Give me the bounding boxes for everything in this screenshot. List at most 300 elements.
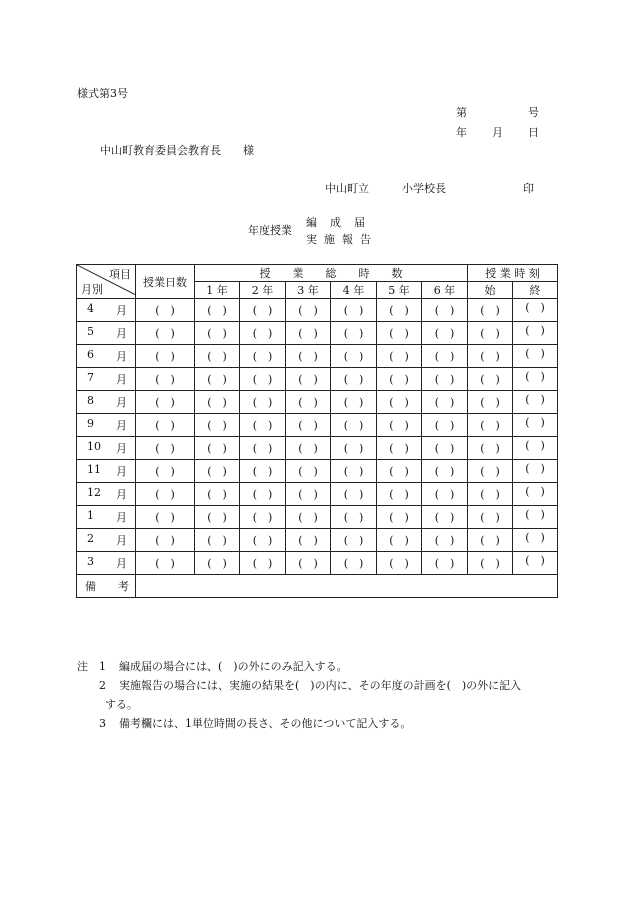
- month-row: [77, 506, 558, 529]
- time-end-cell[interactable]: [513, 552, 558, 575]
- paren-placeholder: ( ): [343, 304, 364, 317]
- document-number: [456, 104, 539, 120]
- grade-hours-cell[interactable]: [240, 460, 286, 483]
- corner-top-label: 項目: [109, 268, 131, 281]
- grade-header: 4 年: [331, 282, 377, 299]
- corner-bottom-label: 月別: [81, 283, 103, 296]
- title-option-1: [306, 214, 378, 230]
- month-row: [77, 414, 558, 437]
- month-number: 4: [87, 302, 94, 315]
- month-number: 5: [87, 325, 94, 338]
- paren-placeholder: ( ): [207, 350, 227, 363]
- doc-number-suffix: 号: [528, 106, 539, 119]
- month-number: 1: [87, 509, 94, 522]
- paren-placeholder: ( ): [389, 534, 409, 547]
- month-row: [77, 345, 558, 368]
- paren-placeholder: ( ): [155, 396, 175, 409]
- month-unit: 月: [116, 442, 127, 455]
- days-cell[interactable]: [136, 414, 195, 437]
- doc-number-prefix: 第: [456, 106, 467, 119]
- paren-placeholder: ( ): [480, 534, 500, 547]
- paren-placeholder: ( ): [207, 511, 227, 524]
- grade-hours-cell[interactable]: [240, 368, 286, 391]
- month-row: [77, 368, 558, 391]
- paren-placeholder: ( ): [207, 442, 227, 455]
- notes-section: [77, 657, 567, 733]
- paren-placeholder: ( ): [434, 465, 455, 478]
- grade-hours-cell[interactable]: [286, 552, 331, 575]
- grade-header: 1 年: [195, 282, 240, 299]
- paren-placeholder: ( ): [480, 488, 500, 501]
- days-cell[interactable]: [136, 506, 195, 529]
- paren-placeholder: ( ): [525, 508, 545, 521]
- grade-hours-cell[interactable]: [195, 506, 240, 529]
- paren-placeholder: ( ): [252, 442, 273, 455]
- grade-hours-cell[interactable]: [331, 483, 377, 506]
- grade-hours-cell[interactable]: [331, 345, 377, 368]
- note-text: 備考欄には、1単位時間の長さ、その他について記入する。: [119, 717, 412, 730]
- remarks-label-1: 備: [85, 580, 96, 593]
- grade-hours-cell[interactable]: [195, 368, 240, 391]
- paren-placeholder: ( ): [298, 442, 318, 455]
- time-end-cell[interactable]: [513, 322, 558, 345]
- month-row: [77, 437, 558, 460]
- paren-placeholder: ( ): [155, 442, 175, 455]
- paren-placeholder: ( ): [389, 327, 409, 340]
- month-number: 8: [87, 394, 94, 407]
- paren-placeholder: ( ): [155, 465, 175, 478]
- month-row: [77, 529, 558, 552]
- month-number: 12: [87, 486, 101, 499]
- time-end-cell[interactable]: [513, 483, 558, 506]
- days-cell[interactable]: [136, 345, 195, 368]
- note-item: [77, 714, 567, 733]
- paren-placeholder: ( ): [298, 465, 318, 478]
- grade-hours-cell[interactable]: [422, 506, 468, 529]
- month-row: [77, 483, 558, 506]
- paren-placeholder: ( ): [252, 350, 273, 363]
- grade-hours-cell[interactable]: [195, 460, 240, 483]
- grade-hours-cell[interactable]: [240, 483, 286, 506]
- grade-hours-cell[interactable]: [422, 322, 468, 345]
- paren-placeholder: ( ): [252, 304, 273, 317]
- days-cell[interactable]: [136, 529, 195, 552]
- grade-hours-cell[interactable]: [331, 529, 377, 552]
- paren-placeholder: ( ): [389, 557, 409, 570]
- grade-hours-cell[interactable]: [286, 437, 331, 460]
- date-year: 年: [456, 126, 467, 139]
- paren-placeholder: ( ): [207, 396, 227, 409]
- grade-hours-cell[interactable]: [422, 368, 468, 391]
- paren-placeholder: ( ): [155, 350, 175, 363]
- time-end-cell[interactable]: [513, 391, 558, 414]
- note-number: 3: [99, 717, 106, 730]
- paren-placeholder: ( ): [298, 557, 318, 570]
- paren-placeholder: ( ): [207, 534, 227, 547]
- month-label: [77, 529, 136, 552]
- month-label: [77, 391, 136, 414]
- month-unit: 月: [116, 396, 127, 409]
- month-label: [77, 414, 136, 437]
- grade-hours-cell[interactable]: [240, 414, 286, 437]
- grade-header: 3 年: [286, 282, 331, 299]
- addressee: 中山町教育委員会教育長 様: [100, 144, 254, 157]
- grade-hours-cell[interactable]: [240, 529, 286, 552]
- time-end-cell[interactable]: [513, 460, 558, 483]
- grade-hours-cell[interactable]: [240, 345, 286, 368]
- paren-placeholder: ( ): [298, 396, 318, 409]
- month-number: 9: [87, 417, 94, 430]
- paren-placeholder: ( ): [434, 327, 455, 340]
- grade-hours-cell[interactable]: [195, 391, 240, 414]
- grade-hours-cell[interactable]: [240, 391, 286, 414]
- month-unit: 月: [116, 557, 127, 570]
- paren-placeholder: ( ): [155, 511, 175, 524]
- form-number: 様式第3号: [77, 87, 128, 100]
- paren-placeholder: ( ): [480, 373, 500, 386]
- month-number: 6: [87, 348, 94, 361]
- note-number: 2: [99, 679, 106, 692]
- grade-hours-cell[interactable]: [240, 437, 286, 460]
- paren-placeholder: ( ): [480, 557, 500, 570]
- month-unit: 月: [116, 488, 127, 501]
- grade-hours-cell[interactable]: [377, 414, 422, 437]
- paren-placeholder: ( ): [343, 396, 364, 409]
- paren-placeholder: ( ): [207, 327, 227, 340]
- days-cell[interactable]: [136, 552, 195, 575]
- grade-hours-cell[interactable]: [286, 483, 331, 506]
- time-end-cell[interactable]: [513, 345, 558, 368]
- time-start-cell[interactable]: [468, 483, 513, 506]
- grade-hours-cell[interactable]: [422, 529, 468, 552]
- paren-placeholder: ( ): [343, 465, 364, 478]
- paren-placeholder: ( ): [207, 488, 227, 501]
- month-row: [77, 460, 558, 483]
- paren-placeholder: ( ): [389, 419, 409, 432]
- time-end-cell[interactable]: [513, 437, 558, 460]
- paren-placeholder: ( ): [434, 304, 455, 317]
- paren-placeholder: ( ): [155, 327, 175, 340]
- paren-placeholder: ( ): [434, 442, 455, 455]
- paren-placeholder: ( ): [207, 304, 227, 317]
- month-label: [77, 552, 136, 575]
- paren-placeholder: ( ): [298, 350, 318, 363]
- month-unit: 月: [116, 304, 127, 317]
- grade-hours-cell[interactable]: [377, 506, 422, 529]
- grade-hours-cell[interactable]: [377, 483, 422, 506]
- title-char: 実: [306, 233, 317, 246]
- days-cell[interactable]: [136, 483, 195, 506]
- title-char: 編: [306, 216, 317, 229]
- paren-placeholder: ( ): [434, 373, 455, 386]
- days-cell[interactable]: [136, 322, 195, 345]
- month-rows: [77, 299, 558, 575]
- paren-placeholder: ( ): [207, 465, 227, 478]
- paren-placeholder: ( ): [525, 416, 545, 429]
- grade-hours-cell[interactable]: [422, 345, 468, 368]
- paren-placeholder: ( ): [389, 465, 409, 478]
- grade-hours-cell[interactable]: [422, 299, 468, 322]
- paren-placeholder: ( ): [343, 511, 364, 524]
- month-unit: 月: [116, 465, 127, 478]
- time-start-cell[interactable]: [468, 299, 513, 322]
- paren-placeholder: ( ): [252, 465, 273, 478]
- month-label: [77, 506, 136, 529]
- remarks-field[interactable]: [136, 575, 558, 598]
- month-label: [77, 299, 136, 322]
- paren-placeholder: ( ): [525, 554, 545, 567]
- paren-placeholder: ( ): [155, 373, 175, 386]
- grade-hours-cell[interactable]: [240, 552, 286, 575]
- time-start-cell[interactable]: [468, 506, 513, 529]
- paren-placeholder: ( ): [207, 373, 227, 386]
- time-end-cell[interactable]: [513, 368, 558, 391]
- grade-hours-cell[interactable]: [377, 391, 422, 414]
- title-char: 成: [330, 216, 341, 229]
- paren-placeholder: ( ): [252, 373, 273, 386]
- days-cell[interactable]: [136, 391, 195, 414]
- grade-hours-cell[interactable]: [286, 460, 331, 483]
- paren-placeholder: ( ): [525, 393, 545, 406]
- month-number: 10: [87, 440, 101, 453]
- paren-placeholder: ( ): [480, 511, 500, 524]
- paren-placeholder: ( ): [343, 442, 364, 455]
- month-label: [77, 322, 136, 345]
- time-start-cell[interactable]: [468, 552, 513, 575]
- paren-placeholder: ( ): [480, 304, 500, 317]
- note-text: する。: [105, 698, 138, 711]
- grade-hours-cell[interactable]: [377, 322, 422, 345]
- paren-placeholder: ( ): [525, 347, 545, 360]
- month-row: [77, 552, 558, 575]
- grade-header: 6 年: [422, 282, 468, 299]
- month-unit: 月: [116, 350, 127, 363]
- month-row: [77, 391, 558, 414]
- paren-placeholder: ( ): [298, 511, 318, 524]
- time-start-cell[interactable]: [468, 322, 513, 345]
- grade-hours-cell[interactable]: [286, 368, 331, 391]
- paren-placeholder: ( ): [343, 350, 364, 363]
- grade-hours-cell[interactable]: [422, 437, 468, 460]
- grade-hours-cell[interactable]: [195, 552, 240, 575]
- paren-placeholder: ( ): [155, 557, 175, 570]
- time-start-header: 始: [468, 282, 513, 299]
- month-unit: 月: [116, 534, 127, 547]
- month-unit: 月: [116, 327, 127, 340]
- note-text: 実施報告の場合には、実施の結果を( )の内に、その年度の計画を( )の外に記入: [119, 679, 522, 692]
- paren-placeholder: ( ): [298, 419, 318, 432]
- grade-hours-cell[interactable]: [331, 391, 377, 414]
- hours-table: [76, 264, 558, 598]
- paren-placeholder: ( ): [434, 419, 455, 432]
- title-char: 施: [324, 233, 335, 246]
- grade-hours-cell[interactable]: [331, 322, 377, 345]
- paren-placeholder: ( ): [155, 488, 175, 501]
- grade-hours-cell[interactable]: [331, 506, 377, 529]
- grade-hours-cell[interactable]: [422, 483, 468, 506]
- month-number: 2: [87, 532, 94, 545]
- grade-hours-cell[interactable]: [240, 506, 286, 529]
- time-end-cell[interactable]: [513, 506, 558, 529]
- grade-hours-cell[interactable]: [422, 460, 468, 483]
- grade-hours-cell[interactable]: [195, 414, 240, 437]
- paren-placeholder: ( ): [525, 324, 545, 337]
- paren-placeholder: ( ): [480, 350, 500, 363]
- time-header: 授 業 時 刻: [468, 265, 558, 282]
- paren-placeholder: ( ): [480, 442, 500, 455]
- grade-hours-cell[interactable]: [377, 460, 422, 483]
- paren-placeholder: ( ): [389, 350, 409, 363]
- time-start-cell[interactable]: [468, 345, 513, 368]
- grade-hours-cell[interactable]: [195, 437, 240, 460]
- grade-header: 2 年: [240, 282, 286, 299]
- grade-hours-cell[interactable]: [331, 460, 377, 483]
- paren-placeholder: ( ): [389, 442, 409, 455]
- time-start-cell[interactable]: [468, 391, 513, 414]
- month-unit: 月: [116, 373, 127, 386]
- time-start-cell[interactable]: [468, 529, 513, 552]
- sender-line: 中山町立 小学校長 印: [325, 182, 534, 195]
- grade-hours-cell[interactable]: [195, 483, 240, 506]
- note-item: [77, 676, 567, 695]
- grade-hours-cell[interactable]: [240, 299, 286, 322]
- grade-hours-cell[interactable]: [377, 345, 422, 368]
- paren-placeholder: ( ): [480, 327, 500, 340]
- paren-placeholder: ( ): [155, 419, 175, 432]
- grade-hours-cell[interactable]: [422, 414, 468, 437]
- paren-placeholder: ( ): [343, 534, 364, 547]
- month-number: 11: [87, 463, 101, 476]
- paren-placeholder: ( ): [434, 511, 455, 524]
- time-end-cell[interactable]: [513, 529, 558, 552]
- grade-hours-cell[interactable]: [377, 552, 422, 575]
- time-start-cell[interactable]: [468, 368, 513, 391]
- paren-placeholder: ( ): [434, 557, 455, 570]
- note-item-continued: [77, 695, 567, 714]
- hours-header: 授 業 総 時 数: [195, 265, 468, 282]
- paren-placeholder: ( ): [389, 511, 409, 524]
- time-end-header: 終: [513, 282, 558, 299]
- month-label: [77, 483, 136, 506]
- paren-placeholder: ( ): [434, 350, 455, 363]
- grade-hours-cell[interactable]: [422, 552, 468, 575]
- paren-placeholder: ( ): [298, 373, 318, 386]
- title-char: 報: [342, 233, 353, 246]
- grade-hours-cell[interactable]: [377, 299, 422, 322]
- grade-hours-cell[interactable]: [195, 529, 240, 552]
- grade-hours-cell[interactable]: [377, 529, 422, 552]
- paren-placeholder: ( ): [298, 327, 318, 340]
- paren-placeholder: ( ): [480, 465, 500, 478]
- days-header: 授業日数: [136, 265, 195, 299]
- note-item: [77, 657, 567, 676]
- paren-placeholder: ( ): [525, 462, 545, 475]
- month-label: [77, 368, 136, 391]
- time-start-cell[interactable]: [468, 414, 513, 437]
- paren-placeholder: ( ): [389, 488, 409, 501]
- grade-hours-cell[interactable]: [286, 414, 331, 437]
- grade-hours-cell[interactable]: [286, 345, 331, 368]
- grade-hours-cell[interactable]: [195, 299, 240, 322]
- paren-placeholder: ( ): [525, 439, 545, 452]
- remarks-label-2: 考: [118, 580, 129, 593]
- time-end-cell[interactable]: [513, 299, 558, 322]
- title-prefix: 年度授業: [248, 224, 292, 237]
- grade-hours-cell[interactable]: [286, 322, 331, 345]
- time-end-cell[interactable]: [513, 414, 558, 437]
- note-number: 1: [99, 660, 106, 673]
- grade-hours-cell[interactable]: [331, 414, 377, 437]
- grade-hours-cell[interactable]: [331, 437, 377, 460]
- paren-placeholder: ( ): [252, 419, 273, 432]
- month-unit: 月: [116, 511, 127, 524]
- paren-placeholder: ( ): [525, 485, 545, 498]
- grade-header: 5 年: [377, 282, 422, 299]
- grade-hours-cell[interactable]: [286, 299, 331, 322]
- paren-placeholder: ( ): [343, 419, 364, 432]
- paren-placeholder: ( ): [434, 396, 455, 409]
- paren-placeholder: ( ): [525, 531, 545, 544]
- month-label: [77, 460, 136, 483]
- date-month: 月: [492, 126, 503, 139]
- grade-hours-cell[interactable]: [195, 345, 240, 368]
- grade-hours-cell[interactable]: [377, 437, 422, 460]
- paren-placeholder: ( ): [252, 488, 273, 501]
- paren-placeholder: ( ): [155, 534, 175, 547]
- paren-placeholder: ( ): [343, 488, 364, 501]
- paren-placeholder: ( ): [298, 304, 318, 317]
- date-day: 日: [528, 126, 539, 139]
- days-cell[interactable]: [136, 368, 195, 391]
- paren-placeholder: ( ): [389, 396, 409, 409]
- paren-placeholder: ( ): [207, 419, 227, 432]
- grade-hours-cell[interactable]: [240, 322, 286, 345]
- paren-placeholder: ( ): [298, 534, 318, 547]
- grade-hours-cell[interactable]: [195, 322, 240, 345]
- days-cell[interactable]: [136, 437, 195, 460]
- grade-hours-cell[interactable]: [286, 506, 331, 529]
- grade-hours-cell[interactable]: [331, 552, 377, 575]
- corner-header: [77, 265, 136, 299]
- grade-hours-cell[interactable]: [286, 529, 331, 552]
- time-start-cell[interactable]: [468, 437, 513, 460]
- remarks-label-cell: [77, 575, 136, 598]
- grade-hours-cell[interactable]: [422, 391, 468, 414]
- paren-placeholder: ( ): [343, 373, 364, 386]
- days-cell[interactable]: [136, 460, 195, 483]
- grade-hours-cell[interactable]: [377, 368, 422, 391]
- paren-placeholder: ( ): [389, 373, 409, 386]
- grade-hours-cell[interactable]: [331, 368, 377, 391]
- paren-placeholder: ( ): [480, 419, 500, 432]
- paren-placeholder: ( ): [207, 557, 227, 570]
- paren-placeholder: ( ): [252, 557, 273, 570]
- time-start-cell[interactable]: [468, 460, 513, 483]
- paren-placeholder: ( ): [252, 396, 273, 409]
- grade-hours-cell[interactable]: [286, 391, 331, 414]
- month-number: 3: [87, 555, 94, 568]
- month-unit: 月: [116, 419, 127, 432]
- title-option-2: [306, 231, 378, 247]
- grade-hours-cell[interactable]: [331, 299, 377, 322]
- paren-placeholder: ( ): [434, 488, 455, 501]
- title-char: 告: [360, 233, 371, 246]
- paren-placeholder: ( ): [298, 488, 318, 501]
- paren-placeholder: ( ): [434, 534, 455, 547]
- paren-placeholder: ( ): [252, 327, 273, 340]
- days-cell[interactable]: [136, 299, 195, 322]
- paren-placeholder: ( ): [155, 304, 175, 317]
